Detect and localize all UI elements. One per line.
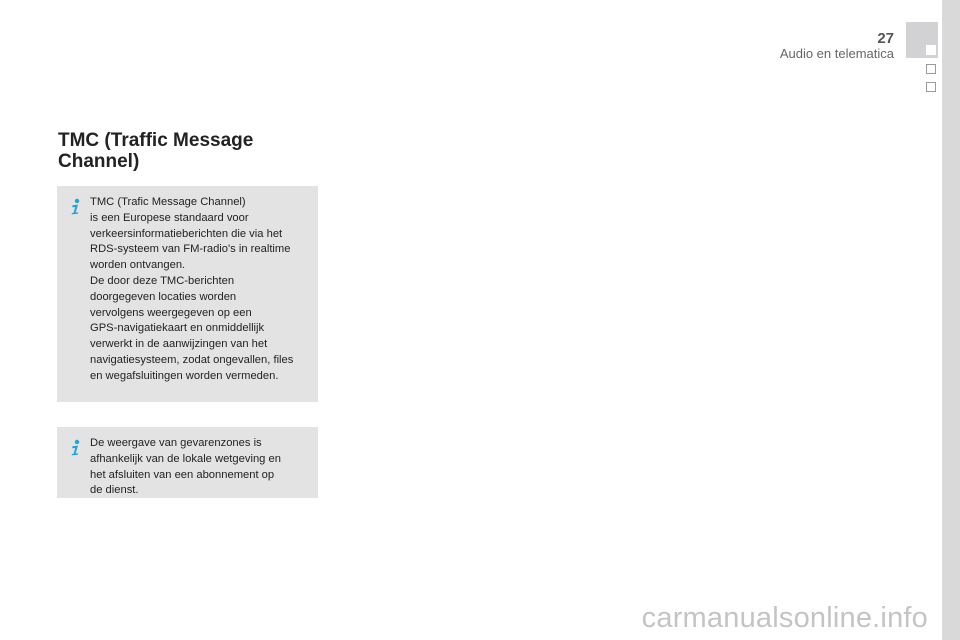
page-title-line: Channel)	[58, 151, 140, 172]
info-line: worden ontvangen.	[90, 259, 186, 272]
info-line: De door deze TMC-berichten	[90, 274, 235, 287]
info-line: en wegafsluitingen worden vermeden.	[90, 369, 279, 382]
info-line: verwerkt in de aanwijzingen van het	[90, 338, 268, 351]
info-line: navigatiesysteem, zodat ongevallen, files	[90, 353, 294, 366]
info-line: is een Europese standaard voor	[90, 211, 249, 224]
info-line: TMC (Trafic Message Channel)	[90, 196, 246, 208]
page-edge-strip	[942, 0, 960, 640]
info-line: RDS-systeem van FM-radio's in realtime	[90, 243, 291, 256]
chapter-marker-active	[926, 45, 936, 55]
section-title: Audio en telematica	[779, 46, 894, 61]
page-title	[58, 130, 318, 172]
page-title-line: TMC (Traffic Message	[58, 130, 254, 151]
info-line: De weergave van gevarenzones is	[90, 437, 262, 449]
info-line: afhankelijk van de lokale wetgeving en	[90, 452, 281, 465]
info-icon	[67, 439, 83, 457]
watermark: carmanualsonline.info	[641, 602, 928, 634]
info-line: vervolgens weergegeven op een	[90, 306, 252, 319]
info-box	[57, 186, 318, 402]
info-box	[57, 427, 318, 498]
info-text	[90, 195, 310, 385]
info-text	[90, 436, 310, 499]
info-line: het afsluiten van een abonnement op	[90, 468, 275, 481]
info-line: GPS-navigatiekaart en onmiddellijk	[90, 322, 265, 335]
info-line: verkeersinformatieberichten die via het	[90, 227, 283, 240]
info-icon	[67, 198, 83, 216]
info-line: de dienst.	[90, 484, 139, 497]
info-line: doorgegeven locaties worden	[90, 290, 237, 303]
chapter-marker	[926, 82, 936, 92]
page-number: 27	[877, 30, 894, 47]
chapter-marker	[926, 64, 936, 74]
